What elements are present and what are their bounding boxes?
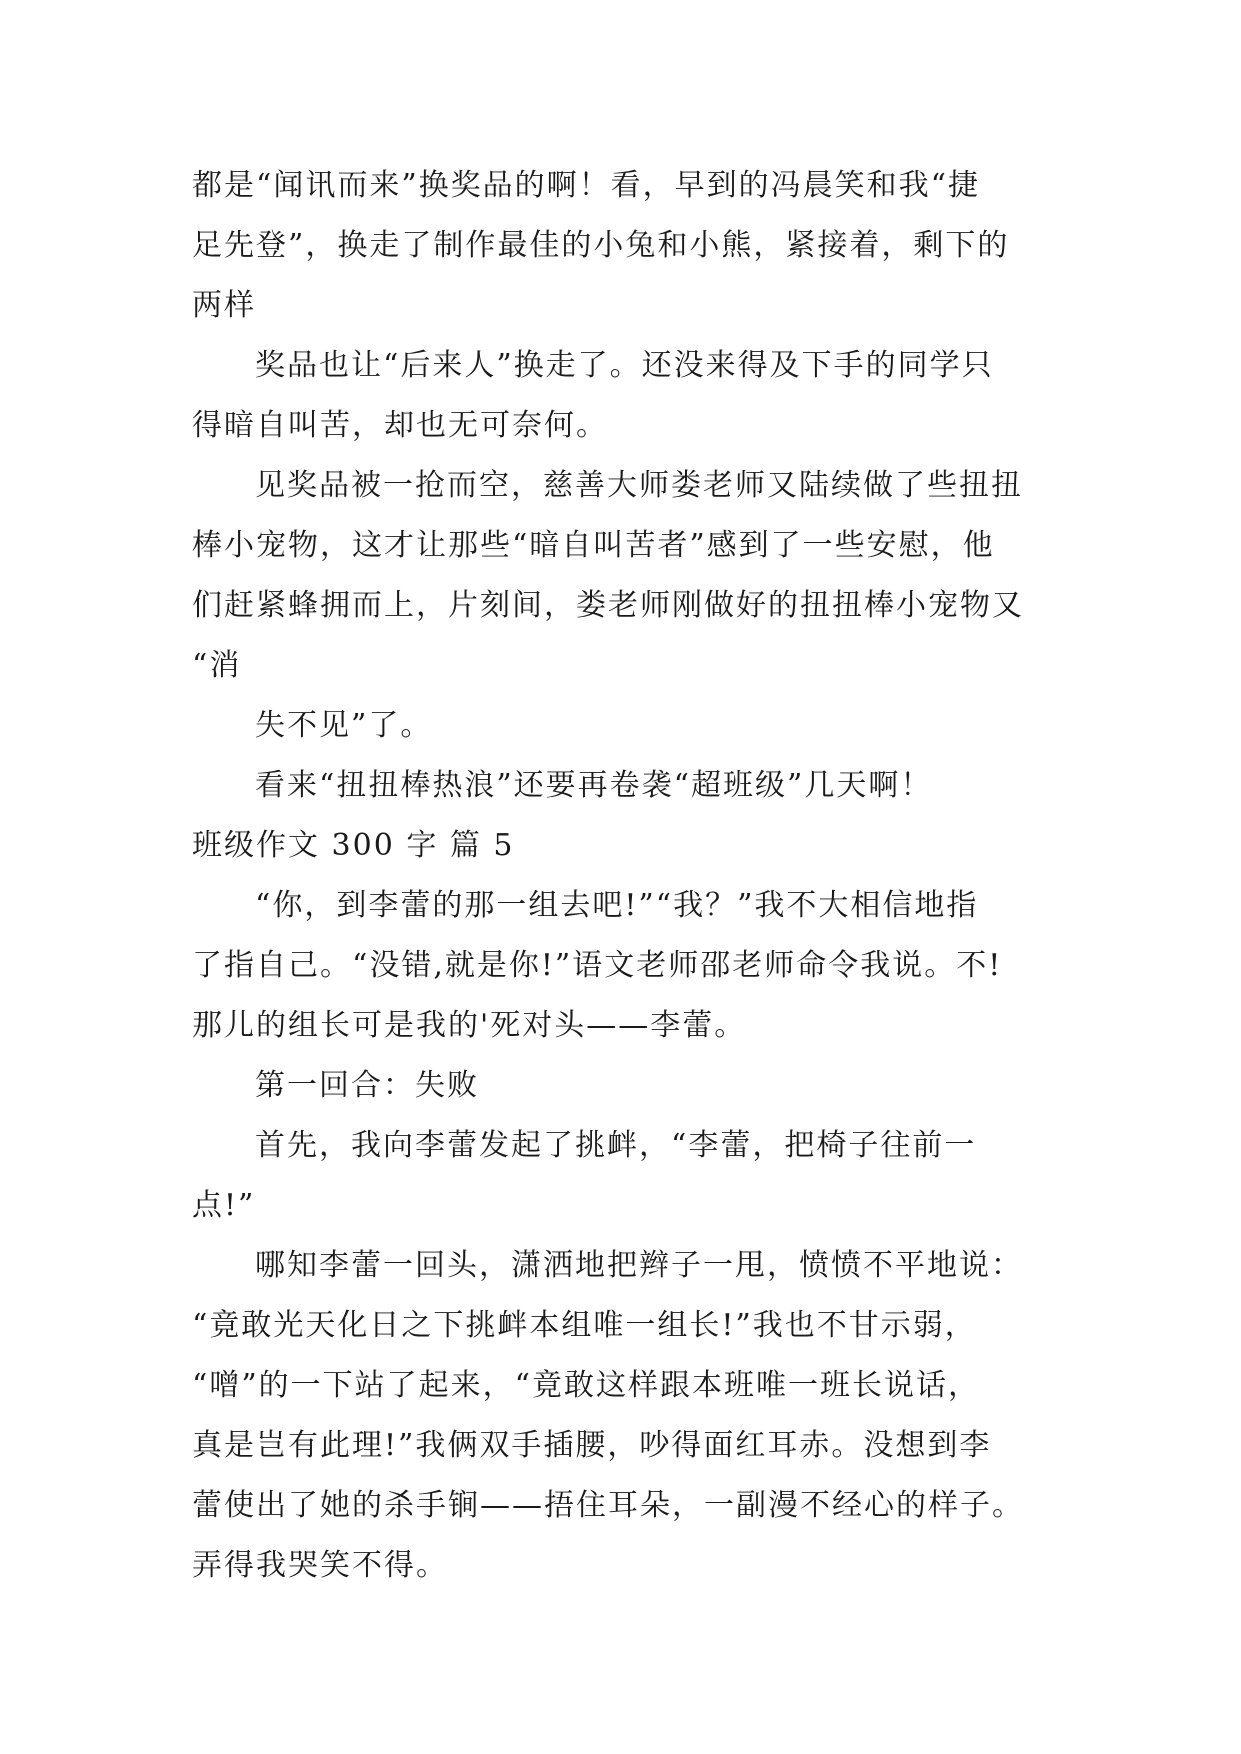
paragraph-first-line: 首先，我向李蕾发起了挑衅，“李蕾，把椅子往前一 bbox=[255, 1128, 977, 1163]
text-line: “竟敢光天化日之下挑衅本组唯一组长!”我也不甘示弱， bbox=[192, 1308, 977, 1343]
text-line: 了指自己。“没错,就是你!”语文老师邵老师命令我说。不! bbox=[192, 948, 1003, 983]
text-line: “消 bbox=[192, 648, 242, 683]
text-line: 都是“闻讯而来”换奖品的啊！看，早到的冯晨笑和我“捷 bbox=[192, 168, 981, 203]
text-line: 蕾使出了她的杀手锏——捂住耳朵，一副漫不经心的样子。 bbox=[192, 1488, 1024, 1523]
paragraph-first-line: 奖品也让“后来人”换走了。还没来得及下手的同学只 bbox=[255, 348, 994, 383]
section-heading: 班级作文 300 字 篇 5 bbox=[192, 828, 515, 863]
text-line: 两样 bbox=[192, 288, 256, 323]
text-line: 那儿的组长可是我的'死对头——李蕾。 bbox=[192, 1008, 747, 1043]
paragraph-first-line: “你，到李蕾的那一组去吧!”“我？”我不大相信地指 bbox=[255, 888, 979, 923]
text-line: 真是岂有此理!”我俩双手插腰，吵得面红耳赤。没想到李 bbox=[192, 1428, 992, 1463]
paragraph-first-line: 见奖品被一抢而空，慈善大师娄老师又陆续做了些扭扭 bbox=[255, 468, 1023, 503]
paragraph-first-line: 哪知李蕾一回头，潇洒地把辫子一甩，愤愤不平地说： bbox=[255, 1248, 1023, 1283]
paragraph-first-line: 看来“扭扭棒热浪”还要再卷袭“超班级”几天啊！ bbox=[255, 768, 933, 803]
subheading-round-one: 第一回合：失败 bbox=[255, 1068, 479, 1103]
text-line: 们赶紧蜂拥而上，片刻间，娄老师刚做好的扭扭棒小宠物又 bbox=[192, 588, 1024, 623]
text-line: 得暗自叫苦，却也无可奈何。 bbox=[192, 408, 608, 443]
text-line: 足先登”，换走了制作最佳的小兔和小熊，紧接着，剩下的 bbox=[192, 228, 1010, 263]
text-line: “噌”的一下站了起来，“竟敢这样跟本班唯一班长说话， bbox=[192, 1368, 981, 1403]
paragraph-first-line: 失不见”了。 bbox=[255, 708, 433, 743]
text-line: 弄得我哭笑不得。 bbox=[192, 1548, 448, 1583]
text-line: 点!” bbox=[192, 1188, 256, 1223]
text-line: 棒小宠物，这才让那些“暗自叫苦者”感到了一些安慰，他 bbox=[192, 528, 995, 563]
